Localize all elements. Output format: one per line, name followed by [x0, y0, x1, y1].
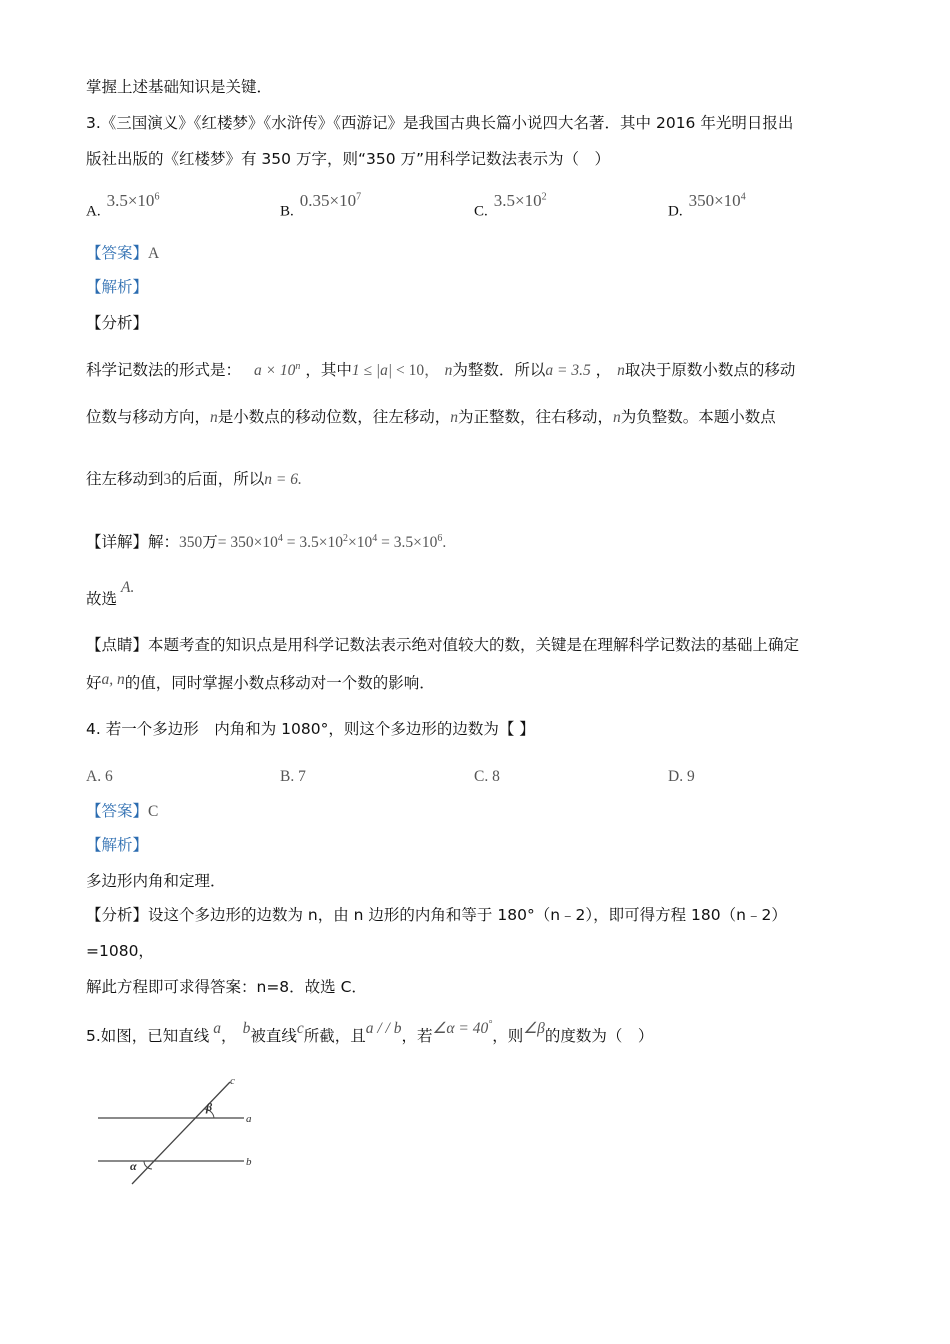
question-3-stem-cont: 版社出版的《红楼梦》有 350 万字，则“350 万”用科学记数法表示为（ ）	[86, 150, 611, 168]
analysis-line-1: 科学记数法的形式是： $a \times 10^n$ ，其中1 ≤ |a| < 10， n为整数．所以a = 3.5 ， n取决于原数小数点的移动	[86, 361, 796, 380]
analysis-3-tag: 【解析】	[86, 278, 149, 296]
comment-line-2: 好a, n的值，同时掌握小数点移动对一个数的影响．	[86, 671, 435, 692]
label-c: c	[230, 1075, 235, 1087]
q4-option-c: C. 8	[474, 768, 500, 785]
option-d: $D.350\times 10^4$	[668, 190, 746, 220]
question-3-stem: 3.《三国演义》《红楼梦》《水浒传》《西游记》是我国古典长篇小说四大名著．其中 2016 年光明日报出	[86, 114, 794, 132]
text-line: 多边形内角和定理．	[86, 872, 226, 890]
analysis-4-line: 【分析】设这个多边形的边数为 n，由 n 边形的内角和等于 180°（n﹣2），即可得方程 180（n﹣2）	[86, 906, 787, 924]
answer-3: 【答案】A	[86, 244, 160, 262]
analysis-line-3: 往左移动到3的后面，所以n = 6.	[86, 470, 302, 488]
label-b: b	[246, 1156, 252, 1168]
comment-line-1: 【点睛】本题考查的知识点是用科学记数法表示绝对值较大的数，关键是在理解科学记数法的基础上确定	[86, 636, 800, 654]
line-c	[132, 1082, 230, 1184]
q4-option-b: B. 7	[280, 768, 306, 785]
text-line: 解此方程即可求得答案：n=8．故选 C．	[86, 978, 367, 996]
label-alpha: α	[130, 1159, 137, 1173]
choose-line: 故选A.	[86, 579, 135, 608]
text-line: 掌握上述基础知识是关键．	[86, 78, 273, 96]
q4-option-a: A. 6	[86, 768, 113, 785]
detailed-solution: 【详解】解：350万= $350\times 10^4 = 3.5\times 10^2\times 10^4 = 3.5\times 10^6$.	[86, 533, 447, 552]
answer-4: 【答案】C	[86, 802, 159, 820]
question-5-stem: 5.如图，已知直线 a， b被直线c所截，且a / / b，若∠α = 40°，则∠β的度数为（ ）	[86, 1019, 654, 1046]
analysis-4-tag: 【解析】	[86, 836, 149, 854]
parallel-lines-figure	[96, 1072, 266, 1192]
question-4-stem: 4. 若一个多边形 内角和为 1080°，则这个多边形的边数为【 】	[86, 720, 535, 738]
analysis-heading: 【分析】	[86, 314, 149, 332]
analysis-line-2: 位数与移动方向，n是小数点的移动位数，往左移动，n为正整数，往右移动，n为负整数。本题小数点	[86, 408, 776, 426]
option-c: $C.3.5\times 10^2$	[474, 190, 547, 220]
label-a: a	[246, 1113, 252, 1125]
label-beta: β	[206, 1100, 213, 1114]
text-line: =1080，	[86, 942, 154, 960]
option-b: $B.0.35\times 10^7$	[280, 190, 362, 220]
q4-option-d: D. 9	[668, 768, 695, 785]
option-a: $A.3.5\times 10^6$	[86, 190, 160, 220]
